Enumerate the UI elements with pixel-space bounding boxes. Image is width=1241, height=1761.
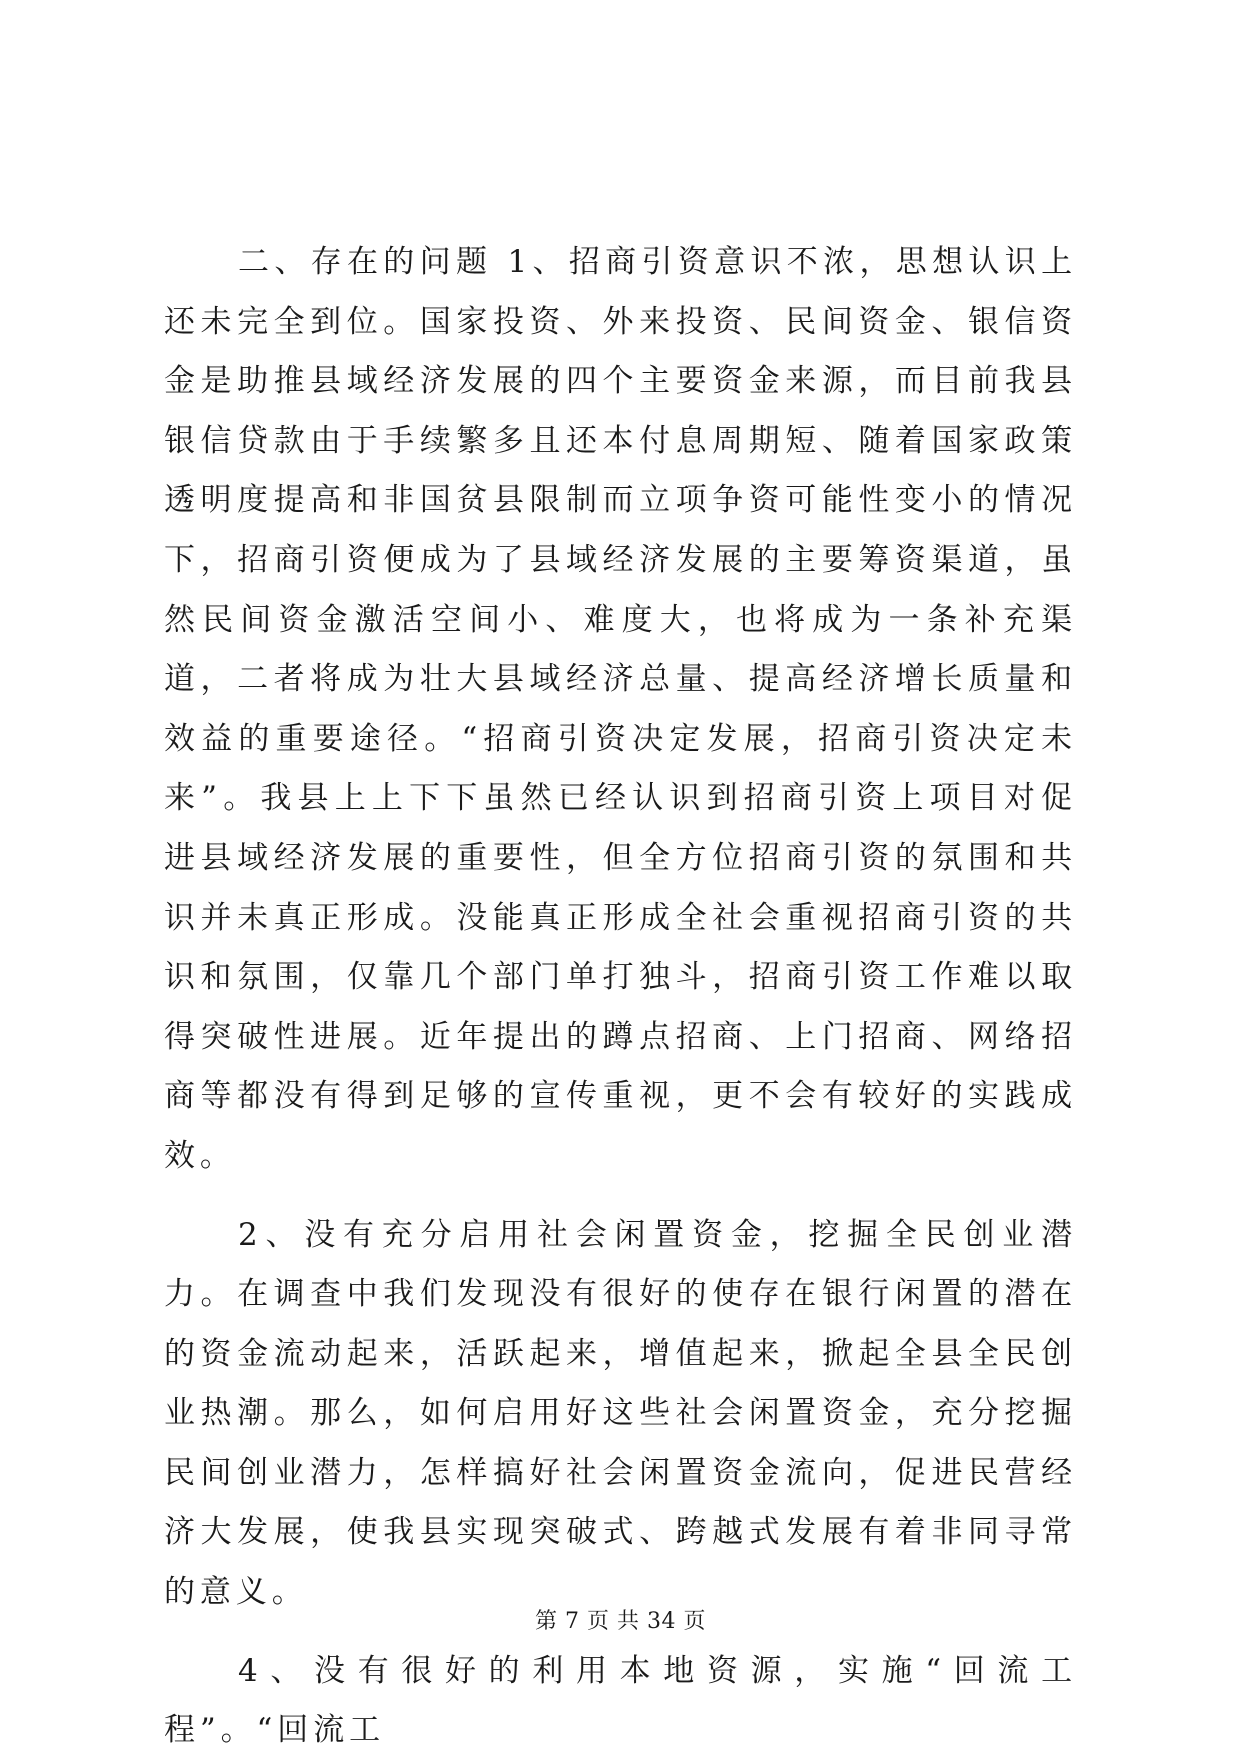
page-number-footer: 第 7 页 共 34 页 [535,1609,706,1634]
paragraph-problems-intro: 二、存在的问题 1、招商引资意识不浓，思想认识上还未完全到位。国家投资、外来投资、民间资金、银信资金是助推县域经济发展的四个主要资金来源，而目前我县银信贷款由于手续繁多且还本付息周期短、随着国家政策透明度提高和非国贫县限制而立项争资可能性变小的情况下，招商引资便成为了县域经济发展的主要筹资渠道，虽然民间资金激活空间小、难度大，也将成为一条补充渠道，二者将成为壮大县域经济总量、提高经济增长质量和效益的重要途径。“招商引资决定发展，招商引资决定未来”。我县上上下下虽然已经认识到招商引资上项目对促进县域经济发展的重要性，但全方位招商引资的氛围和共识并未真正形成。没能真正形成全社会重视招商引资的共识和氛围，仅靠几个部门单打独斗，招商引资工作难以取得突破性进展。近年提出的蹲点招商、上门招商、网络招商等都没有得到足够的宣传重视，更不会有较好的实践成效。 [164,244,1077,1174]
paragraph-idle-funds: 2、没有充分启用社会闲置资金，挖掘全民创业潜力。在调查中我们发现没有很好的使存在银行闲置的潜在的资金流动起来，活跃起来，增值起来，掀起全县全民创业热潮。那么，如何启用好这些社会闲置资金，充分挖掘民间创业潜力，怎样搞好社会闲置资金流向，促进民营经济大发展，使我县实现突破式、跨越式发展有着非同寻常的意义。 [164,1216,1077,1611]
paragraph-return-project: 4、没有很好的利用本地资源，实施“回流工程”。“回流工 [164,1652,1077,1749]
document-body [164,233,1077,1761]
